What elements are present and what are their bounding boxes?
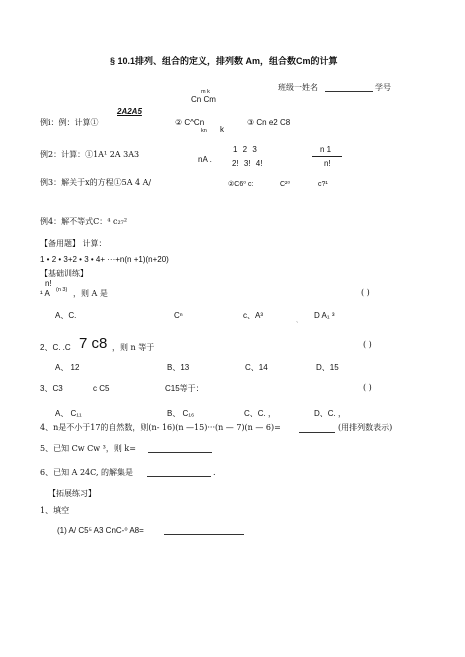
q1-numerator: n! (45, 279, 52, 288)
q6-answer-blank (147, 476, 211, 477)
q4-text: 4、n是不小于17的自然数，则(n- 16)(n —15)···(n — 7)(n — 6)= (40, 423, 281, 432)
q3-option-c: C、C. ， (244, 409, 276, 418)
q4-note: (用排列数表示) (338, 423, 393, 432)
q3-part-c: C15等于： (165, 384, 204, 393)
q2-option-d: D、15 (316, 363, 339, 372)
ex1-term1: 2A2A5 (117, 107, 142, 116)
q3-option-a: A、 C₁₁ (55, 409, 82, 418)
q2-text: ，则 n 等于 (112, 343, 155, 352)
q1-option-d: D A₁ ³ (314, 311, 335, 320)
q5-text: 5、已知 Cw Cw ³，则 k= (40, 444, 136, 453)
ex2-frac-top: n 1 (320, 145, 332, 154)
extend-item1-blank (164, 534, 244, 535)
ex2-label: 例2：计算：①1A¹ 2A 3A3 (40, 150, 140, 159)
q2-big: 7 c8 (79, 335, 108, 352)
ex1-term3: ③ Cn e2 C8 (247, 118, 291, 127)
ex1-k: k (220, 125, 224, 134)
reserve-line: 1 • 2 • 3+2 • 3 • 4+ ···+n(n +1)(n+20) (40, 255, 169, 264)
q1-option-b: Cⁿ (174, 311, 183, 320)
ex4-label: 例4：解不等式C：⁴ c₂₇² (40, 217, 128, 226)
ex3-part4: c?¹ (318, 181, 328, 188)
name-blank (325, 91, 373, 92)
q6-end: . (213, 468, 216, 477)
q5-answer-blank (148, 452, 212, 453)
ex1-term2: ② C^Cn (175, 118, 205, 127)
page-title: § 10.1排列、组合的定义，排列数 Am，组合数Cm的计算 (110, 56, 338, 66)
q1-prefix: ¹ A (40, 289, 50, 298)
extend-heading: 【拓展练习】 (48, 489, 96, 498)
q2-prefix: 2、C. .C (40, 343, 71, 352)
stray-mark: ` (296, 322, 299, 328)
ex2-fraction-bar (312, 156, 342, 157)
formula-cn-cm: Cn Cm (191, 95, 216, 104)
q3-option-b: B、 C₁₆ (167, 409, 195, 418)
q2-option-b: B、13 (167, 363, 190, 372)
ex3-label: 例3：解关于x的方程①5A 4 A/ (40, 178, 152, 187)
q6-text: 6、已知 A 24C, 的解集是 (40, 468, 134, 477)
ex3-part3: C²⁰ (280, 181, 291, 188)
ex1-label: 例i：例：计算① (40, 118, 99, 127)
ex2-row-bottom: 2! 3! 4! (232, 159, 263, 168)
q2-answer-paren: ( ) (363, 340, 372, 349)
q1-answer-paren: ( ) (361, 288, 370, 297)
q3-answer-paren: ( ) (363, 383, 372, 392)
q1-option-a: A、C. (55, 311, 77, 320)
q4-answer-blank (299, 432, 335, 433)
ex2-nA: nA . (198, 155, 212, 164)
q1-text: ，则 A 是 (73, 289, 108, 298)
q3-part-a: 3、C3 (40, 384, 63, 393)
q1-superscript: (n 3) (56, 287, 68, 293)
extend-item1: (1) A/ C5⁵ A3 CnC-⁰ A8= (57, 526, 144, 535)
student-id-label: 学号 (375, 83, 391, 92)
q3-option-d: D、C. ， (314, 409, 346, 418)
q1-option-c: c、A³ (243, 311, 263, 320)
reserve-heading: 【备用题】 计算： (40, 239, 107, 248)
basic-heading: 【基础训练】 (40, 269, 88, 278)
ex2-row-top: 1 2 3 (233, 145, 257, 154)
q2-option-c: C、14 (245, 363, 268, 372)
formula-superscript: m k (201, 89, 210, 95)
q3-part-b: c C5 (93, 384, 110, 393)
class-name-label: 班级一姓名 (278, 83, 318, 92)
ex2-frac-bottom: n! (324, 159, 331, 168)
q2-option-a: A、 12 (55, 363, 80, 372)
ex1-kn: kn (201, 128, 207, 134)
ex3-part2: ②C6⁰ c: (228, 181, 254, 188)
extend-q1: 1、填空 (40, 506, 70, 515)
